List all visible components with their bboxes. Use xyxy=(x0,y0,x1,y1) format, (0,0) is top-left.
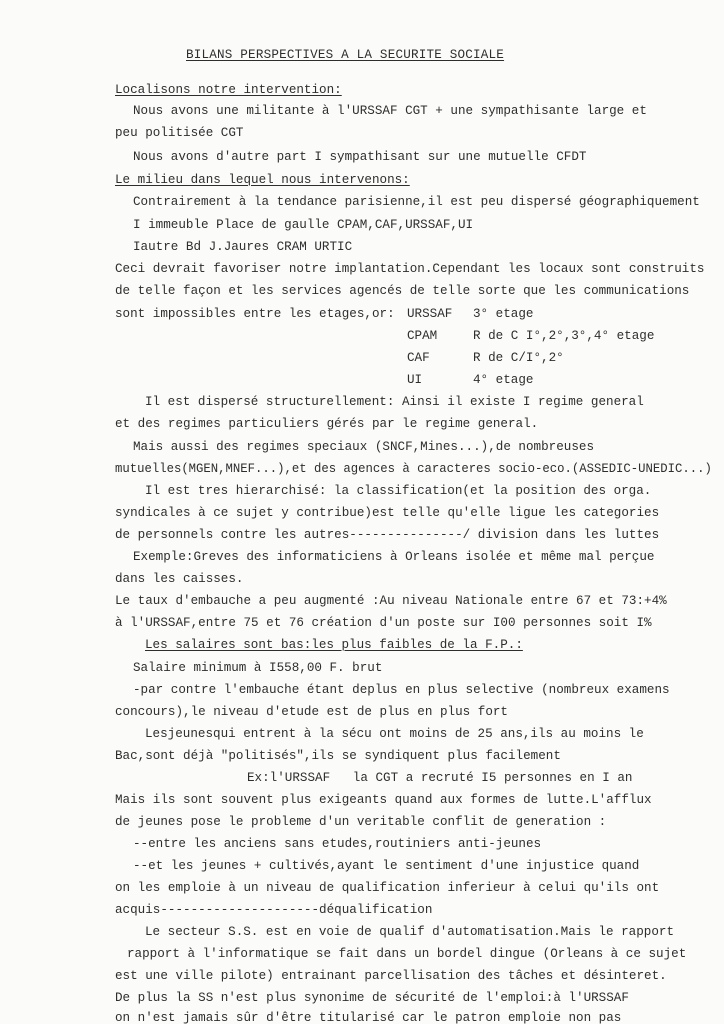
text-line: et des regimes particuliers gérés par le regime general. xyxy=(115,417,539,431)
text-line: concours),le niveau d'etude est de plus en plus fort xyxy=(115,705,508,719)
floor-org: CAF xyxy=(407,351,430,365)
text-line: de personnels contre les autres---------------/ division dans les luttes xyxy=(115,528,660,542)
text-line: Nous avons d'autre part I sympathisant sur une mutuelle CFDT xyxy=(133,150,587,164)
text-line: Contrairement à la tendance parisienne,il est peu dispersé géographiquement xyxy=(133,195,700,209)
text-line: Salaire minimum à I558,00 F. brut xyxy=(133,661,383,675)
text-line: peu politisée CGT xyxy=(115,126,244,140)
text-line: De plus la SS n'est plus synonime de sécurité de l'emploi:à l'URSSAF xyxy=(115,991,629,1005)
floor-level: 3° etage xyxy=(473,307,534,321)
floor-level: 4° etage xyxy=(473,373,534,387)
text-line: Ex:l'URSSAF la CGT a recruté I5 personnes en I an xyxy=(247,771,633,785)
text-line: Ceci devrait favoriser notre implantation.Cependant les locaux sont construits xyxy=(115,262,705,276)
floor-org: UI xyxy=(407,373,423,387)
floor-org: URSSAF xyxy=(407,307,453,321)
heading-milieu: Le milieu dans lequel nous intervenons: xyxy=(115,173,410,187)
heading-localisation: Localisons notre intervention: xyxy=(115,83,342,97)
text-line: Mais aussi des regimes speciaux (SNCF,Mines...),de nombreuses xyxy=(133,440,595,454)
floor-level: R de C/I°,2° xyxy=(473,351,564,365)
text-line: Exemple:Greves des informaticiens à Orleans isolée et même mal perçue xyxy=(133,550,655,564)
text-line: de telle façon et les services agencés de telle sorte que les communications xyxy=(115,284,690,298)
document-title: BILANS PERSPECTIVES A LA SECURITE SOCIALE xyxy=(186,48,505,62)
text-line: Le secteur S.S. est en voie de qualif d'automatisation.Mais le rapport xyxy=(145,925,675,939)
text-line: dans les caisses. xyxy=(115,572,244,586)
text-line: syndicales à ce sujet y contribue)est telle qu'elle ligue les categories xyxy=(115,506,660,520)
text-line: mutuelles(MGEN,MNEF...),et des agences à caracteres socio-eco.(ASSEDIC-UNEDIC...) xyxy=(115,462,712,476)
text-line: Il est tres hierarchisé: la classification(et la position des orga. xyxy=(145,484,652,498)
text-line: sont impossibles entre les etages,or: xyxy=(115,307,395,321)
text-line: on n'est jamais sûr d'être titularisé car le patron emploie non pas xyxy=(115,1011,622,1024)
text-line: --et les jeunes + cultivés,ayant le sentiment d'une injustice quand xyxy=(133,859,640,873)
text-line: rapport à l'informatique se fait dans un bordel dingue (Orleans à ce sujet xyxy=(127,947,687,961)
text-line: I immeuble Place de gaulle CPAM,CAF,URSSAF,UI xyxy=(133,218,474,232)
heading-salaires: Les salaires sont bas:les plus faibles de la F.P.: xyxy=(145,638,523,652)
text-line: Le taux d'embauche a peu augmenté :Au niveau Nationale entre 67 et 73:+4% xyxy=(115,594,667,608)
text-line: à l'URSSAF,entre 75 et 76 création d'un poste sur I00 personnes soit I% xyxy=(115,616,652,630)
text-line: est une ville pilote) entrainant parcellisation des tâches et désinteret. xyxy=(115,969,667,983)
floor-org: CPAM xyxy=(407,329,438,343)
text-line: -par contre l'embauche étant deplus en plus selective (nombreux examens xyxy=(133,683,670,697)
text-line: Lesjeunesqui entrent à la sécu ont moins de 25 ans,ils au moins le xyxy=(145,727,644,741)
text-line: de jeunes pose le probleme d'un veritable conflit de generation : xyxy=(115,815,607,829)
text-line: Iautre Bd J.Jaures CRAM URTIC xyxy=(133,240,353,254)
text-line: acquis---------------------déqualification xyxy=(115,903,433,917)
text-line: Il est dispersé structurellement: Ainsi il existe I regime general xyxy=(145,395,644,409)
text-line: --entre les anciens sans etudes,routiniers anti-jeunes xyxy=(133,837,542,851)
text-line: Mais ils sont souvent plus exigeants quand aux formes de lutte.L'afflux xyxy=(115,793,652,807)
floor-level: R de C I°,2°,3°,4° etage xyxy=(473,329,655,343)
text-line: Nous avons une militante à l'URSSAF CGT + une sympathisante large et xyxy=(133,104,647,118)
text-line: Bac,sont déjà "politisés",ils se syndiquent plus facilement xyxy=(115,749,561,763)
text-line: on les emploie à un niveau de qualification inferieur à celui qu'ils ont xyxy=(115,881,660,895)
